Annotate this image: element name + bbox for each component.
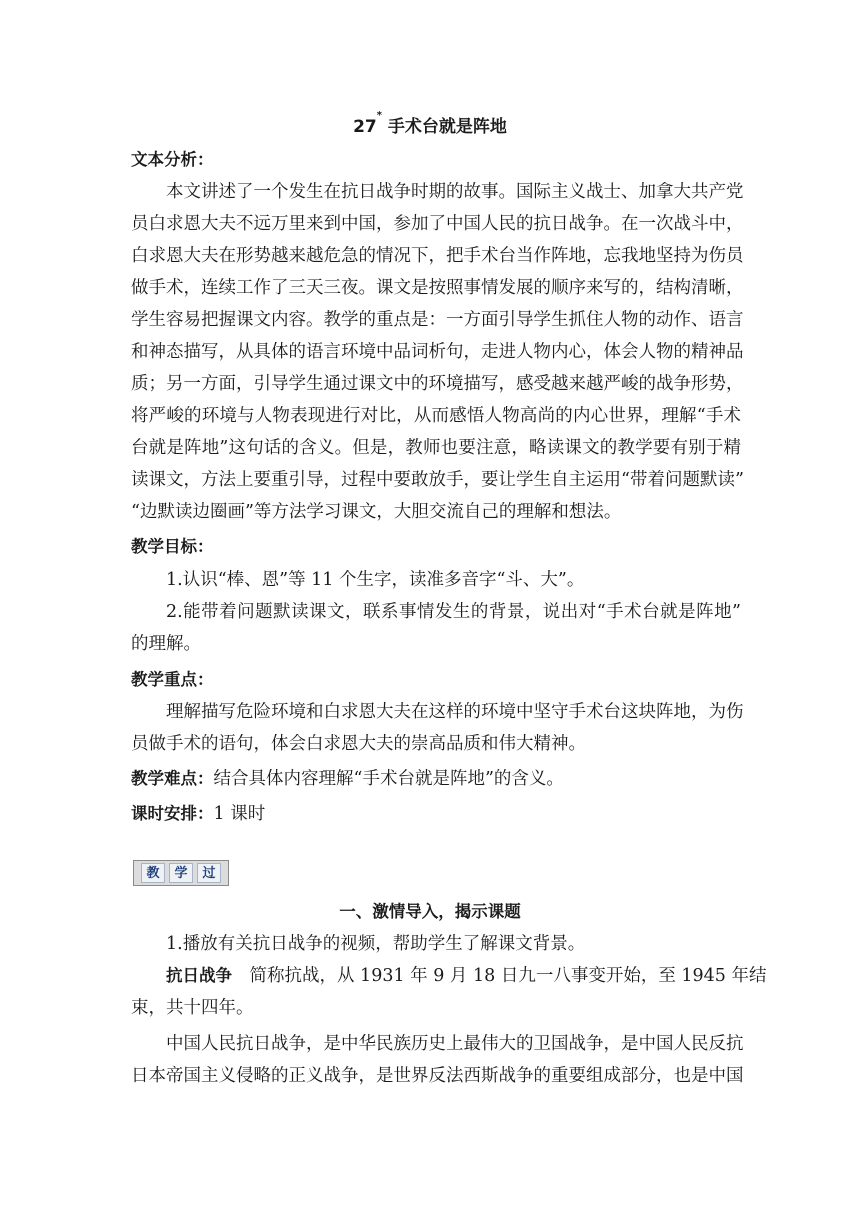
paragraph-line: 台就是阵地”这句话的含义。但是，教师也要注意，略读课文的教学要有别于精 <box>131 438 741 458</box>
key-points-heading: 教学重点： <box>131 670 214 689</box>
schedule-text: 1 课时 <box>213 804 266 824</box>
badge-char: 学 <box>169 863 193 883</box>
text-analysis-heading: 文本分析： <box>131 150 214 169</box>
badge-char: 过 <box>197 863 221 883</box>
paragraph-line: 做手术，连续工作了三天三夜。课文是按照事情发展的顺序来写的，结构清晰， <box>131 278 744 298</box>
objective-item: 1.认识“棒、恩”等 11 个生字，读准多音字“斗、大”。 <box>166 570 585 590</box>
paragraph-line: 日本帝国主义侵略的正义战争，是世界反法西斯战争的重要组成部分，也是中国 <box>131 1066 744 1086</box>
paragraph-line: 学生容易把握课文内容。教学的重点是：一方面引导学生抓住人物的动作、语言 <box>131 310 744 330</box>
schedule-row <box>131 800 741 828</box>
paragraph-line: 员白求恩大夫不远万里来到中国，参加了中国人民的抗日战争。在一次战斗中， <box>131 214 744 234</box>
lesson-number: 27 <box>353 117 377 137</box>
difficulty-heading: 教学难点： <box>131 769 214 788</box>
difficulty-text: 结合具体内容理解“手术台就是阵地”的含义。 <box>213 769 564 789</box>
objective-item: 2.能带着问题默读课文，联系事情发生的背景，说出对“手术台就是阵地” <box>166 602 741 622</box>
section-item: 1.播放有关抗日战争的视频，帮助学生了解课文背景。 <box>166 934 586 954</box>
paragraph-line: 将严峻的环境与人物表现进行对比，从而感悟人物高尚的内心世界，理解“手术 <box>131 406 741 426</box>
paragraph-line: 质；另一方面，引导学生通过课文中的环境描写，感受越来越严峻的战争形势， <box>131 374 744 394</box>
objective-item-cont: 的理解。 <box>131 634 201 654</box>
section-title: 一、激情导入，揭示课题 <box>339 902 521 921</box>
paragraph-line: 和神态描写，从具体的语言环境中品词析句，走进人物内心，体会人物的精神品 <box>131 342 744 362</box>
schedule-heading: 课时安排： <box>131 804 214 823</box>
difficulty-row <box>131 765 741 793</box>
term-line <box>166 962 767 990</box>
lesson-title-text: 手术台就是阵地 <box>387 117 507 137</box>
paragraph-line: 白求恩大夫在形势越来越危急的情况下，把手术台当作阵地，忘我地坚持为伤员 <box>131 246 744 266</box>
term-line-cont: 束，共十四年。 <box>131 998 254 1018</box>
term-name: 抗日战争 <box>166 966 232 985</box>
term-definition: 简称抗战，从 1931 年 9 月 18 日九一八事变开始，至 1945 年结 <box>232 966 767 986</box>
key-points-line: 员做手术的语句，体会白求恩大夫的崇高品质和伟大精神。 <box>131 734 586 754</box>
lesson-mark: * <box>376 110 382 121</box>
key-points-line: 理解描写危险环境和白求恩大夫在这样的环境中坚守手术台这块阵地，为伤 <box>166 702 744 722</box>
teaching-process-badge <box>133 860 229 886</box>
paragraph-line: 本文讲述了一个发生在抗日战争时期的故事。国际主义战士、加拿大共产党 <box>166 182 744 202</box>
paragraph-line: 读课文，方法上要重引导，过程中要敢放手，要让学生自主运用“带着问题默读” <box>131 470 744 490</box>
lesson-title <box>0 112 860 137</box>
paragraph-line: “边默读边圈画”等方法学习课文，大胆交流自己的理解和想法。 <box>131 502 622 522</box>
paragraph-line: 中国人民抗日战争，是中华民族历史上最伟大的卫国战争，是中国人民反抗 <box>166 1034 744 1054</box>
badge-char: 教 <box>141 863 165 883</box>
objectives-heading: 教学目标： <box>131 537 214 556</box>
